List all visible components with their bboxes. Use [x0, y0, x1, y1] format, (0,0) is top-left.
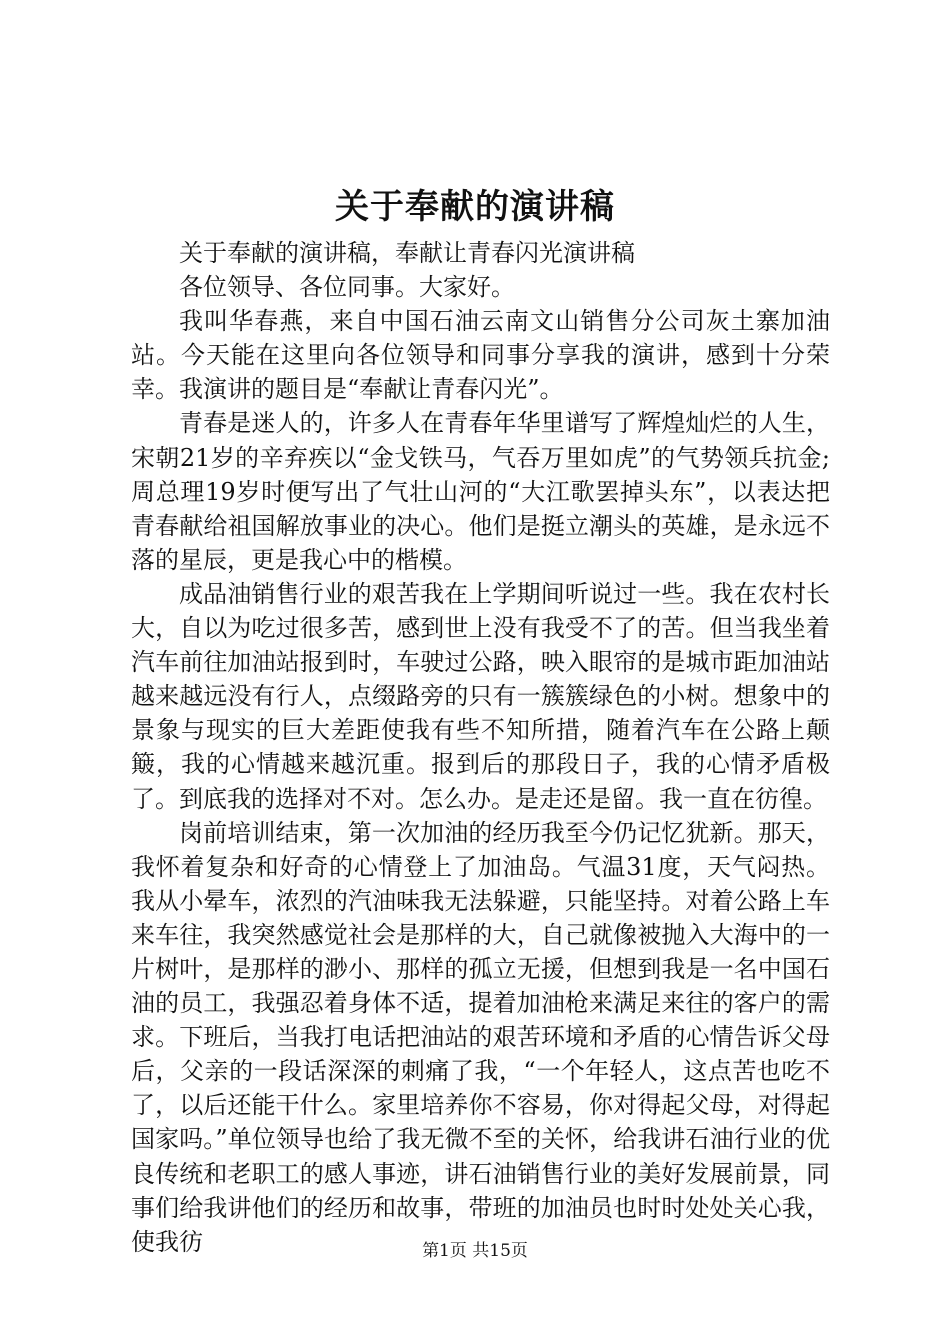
paragraph-introduction: 我叫华春燕，来自中国石油云南文山销售分公司灰土寨加油站。今天能在这里向各位领导和同事分享我的演讲，感到十分荣幸。我演讲的题目是“奉献让青春闪光”。 [131, 307, 830, 404]
document-title: 关于奉献的演讲稿 [335, 187, 615, 227]
paragraph-youth: 青春是迷人的，许多人在青春年华里谱写了辉煌灿烂的人生，宋朝21岁的辛弃疾以“金戈铁马，气吞万里如虎”的气势领兵抗金;周总理19岁时便写出了气壮山河的“大江歌罢掉头东”，以表达把青春献给祖国解放事业的决心。他们是挺立潮头的英雄，是永远不落的星辰，更是我心中的楷模。 [131, 409, 830, 574]
paragraph-subtitle: 关于奉献的演讲稿，奉献让青春闪光演讲稿 [179, 239, 635, 267]
paragraph-greeting: 各位领导、各位同事。大家好。 [179, 273, 515, 302]
paragraph-hardship: 成品油销售行业的艰苦我在上学期间听说过一些。我在农村长大，自以为吃过很多苦，感到世上没有我受不了的苦。但当我坐着汽车前往加油站报到时，车驶过公路，映入眼帘的是城市距加油站越来越远没有行人，点缀路旁的只有一簇簇绿色的小树。想象中的景象与现实的巨大差距使我有些不知所措，随着汽车在公路上颠簸，我的心情越来越沉重。报到后的那段日子，我的心情矛盾极了。到底我的选择对不对。怎么办。是走还是留。我一直在彷徨。 [131, 579, 830, 813]
page-number-footer: 第1页 共15页 [422, 1241, 528, 1261]
paragraph-first-day: 岗前培训结束，第一次加油的经历我至今仍记忆犹新。那天，我怀着复杂和好奇的心情登上了加油岛。气温31度，天气闷热。我从小晕车，浓烈的汽油味我无法躲避，只能坚持。对着公路上车来车往，我突然感觉社会是那样的大，自己就像被抛入大海中的一片树叶，是那样的渺小、那样的孤立无援，但想到我是一名中国石油的员工，我强忍着身体不适，提着加油枪来满足来往的客户的需求。下班后，当我打电话把油站的艰苦环境和矛盾的心情告诉父母后，父亲的一段话深深的刺痛了我，“一个年轻人，这点苦也吃不了，以后还能干什么。家里培养你不容易，你对得起父母，对得起国家吗。”单位领导也给了我无微不至的关怀，给我讲石油行业的优良传统和老职工的感人事迹，讲石油销售行业的美好发展前景，同事们给我讲他们的经历和故事，带班的加油员也时时处处关心我，使我彷 [131, 818, 830, 1256]
document-body [131, 236, 830, 1259]
